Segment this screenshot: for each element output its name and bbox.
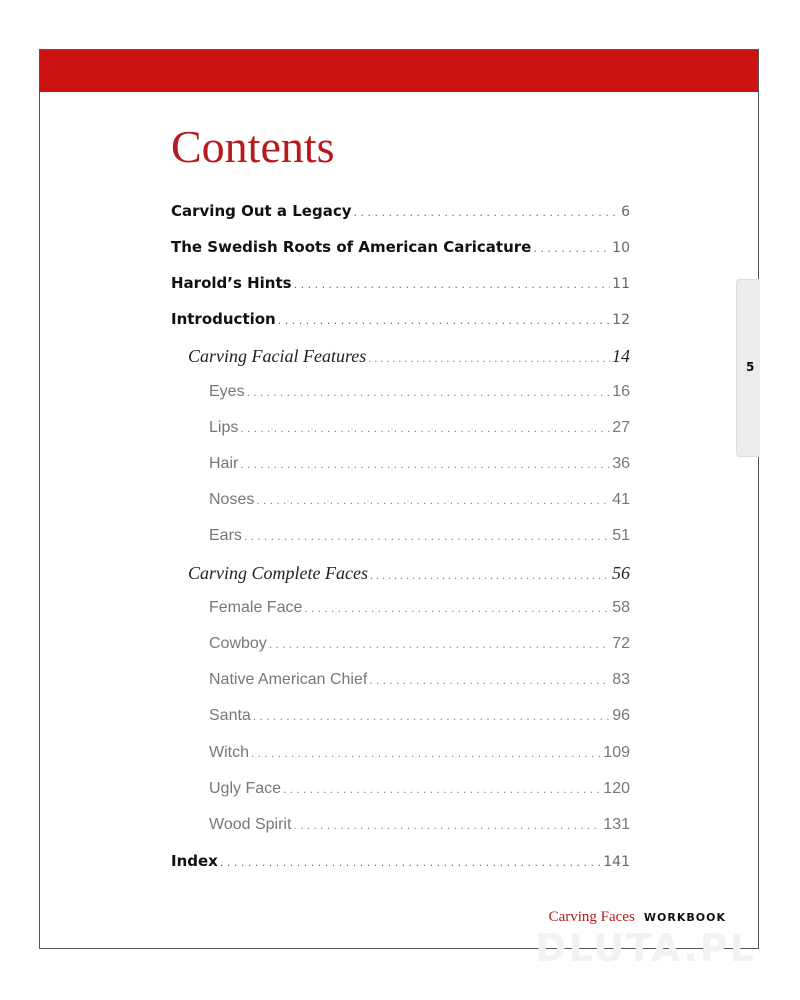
toc-entry-label: Wood Spirit	[209, 816, 292, 833]
dot-leader	[278, 310, 610, 328]
dot-leader	[354, 202, 620, 220]
toc-entry-page: 14	[612, 346, 630, 366]
dot-leader	[269, 635, 610, 653]
toc-entry-page: 109	[603, 744, 630, 761]
toc-entry-page: 11	[612, 276, 630, 292]
toc-entry-page: 96	[612, 707, 630, 724]
toc-subentry[interactable]	[209, 419, 630, 437]
toc-entry-page: 36	[612, 455, 630, 472]
watermark-text: DLUTA.PL	[535, 926, 756, 970]
toc-entry-page: 51	[612, 527, 630, 544]
toc-entry-label: Hair	[209, 455, 239, 472]
dot-leader	[293, 816, 601, 834]
toc-entry-label: Santa	[209, 707, 251, 724]
toc-entry-page: 6	[621, 204, 630, 220]
toc-entry[interactable]	[171, 852, 630, 870]
dot-leader	[283, 780, 601, 798]
page-title: Contents	[171, 121, 335, 172]
toc-subentry[interactable]	[209, 707, 630, 725]
toc-entry-label: Index	[171, 852, 218, 870]
toc-entry-page: 12	[612, 312, 630, 328]
toc-entry[interactable]	[171, 238, 630, 256]
toc-entry-label: Cowboy	[209, 635, 267, 652]
page-number: 5	[746, 360, 755, 374]
toc-subentry[interactable]	[209, 455, 630, 473]
toc-entry-page: 141	[603, 854, 630, 870]
dot-leader	[294, 274, 611, 292]
table-of-contents	[40, 50, 758, 948]
toc-entry-label: Ugly Face	[209, 780, 282, 797]
toc-section-entry[interactable]	[188, 563, 630, 584]
toc-entry-page: 58	[612, 599, 630, 616]
toc-entry-page: 83	[612, 671, 630, 688]
dot-leader	[244, 527, 610, 545]
toc-entry-page: 72	[612, 635, 630, 652]
toc-entry-page: 41	[612, 491, 630, 508]
toc-entry-page: 120	[603, 780, 630, 797]
toc-entry-label: The Swedish Roots of American Caricature	[171, 238, 532, 256]
toc-entry[interactable]	[171, 274, 630, 292]
toc-entry-label: Native American Chief	[209, 671, 368, 688]
dot-leader	[256, 491, 610, 509]
footer-book-title: Carving Faces	[548, 909, 635, 925]
toc-entry-page: 27	[612, 419, 630, 436]
dot-leader	[253, 707, 610, 725]
toc-subentry[interactable]	[209, 635, 630, 653]
toc-entry-page: 10	[612, 240, 630, 256]
dot-leader	[240, 455, 610, 473]
toc-entry-label: Eyes	[209, 383, 245, 400]
toc-subentry[interactable]	[209, 744, 630, 762]
toc-subentry[interactable]	[209, 491, 630, 509]
toc-entry-page: 16	[612, 383, 630, 400]
toc-entry-label: Ears	[209, 527, 242, 544]
toc-subentry[interactable]	[209, 780, 630, 798]
dot-leader	[369, 671, 610, 689]
toc-entry-page: 131	[603, 816, 630, 833]
toc-entry[interactable]	[171, 202, 630, 220]
toc-entry-label: Female Face	[209, 599, 303, 616]
toc-subentry[interactable]	[209, 599, 630, 617]
toc-subentry[interactable]	[209, 671, 630, 689]
toc-entry-label: Carving Complete Faces	[188, 563, 368, 583]
toc-subentry[interactable]	[209, 383, 630, 401]
dot-leader	[220, 852, 601, 870]
footer-series: WORKBOOK	[643, 911, 726, 924]
toc-entry-label: Harold’s Hints	[171, 274, 292, 292]
dot-leader	[370, 563, 610, 584]
dot-leader	[240, 419, 610, 437]
toc-entry-label: Carving Out a Legacy	[171, 202, 352, 220]
dot-leader	[533, 238, 610, 256]
toc-entry-label: Introduction	[171, 310, 276, 328]
dot-leader	[368, 346, 610, 367]
toc-entry-page: 56	[612, 563, 630, 583]
toc-entry-label: Carving Facial Features	[188, 346, 367, 366]
toc-entry[interactable]	[171, 310, 630, 328]
dot-leader	[251, 744, 601, 762]
toc-subentry[interactable]	[209, 527, 630, 545]
dot-leader	[247, 383, 611, 401]
toc-entry-label: Witch	[209, 744, 249, 761]
toc-entry-label: Lips	[209, 419, 239, 436]
toc-section-entry[interactable]	[188, 346, 630, 367]
footer-running-title	[549, 906, 726, 926]
book-page	[39, 49, 759, 949]
toc-entry-label: Noses	[209, 491, 255, 508]
dot-leader	[304, 599, 610, 617]
toc-subentry[interactable]	[209, 816, 630, 834]
